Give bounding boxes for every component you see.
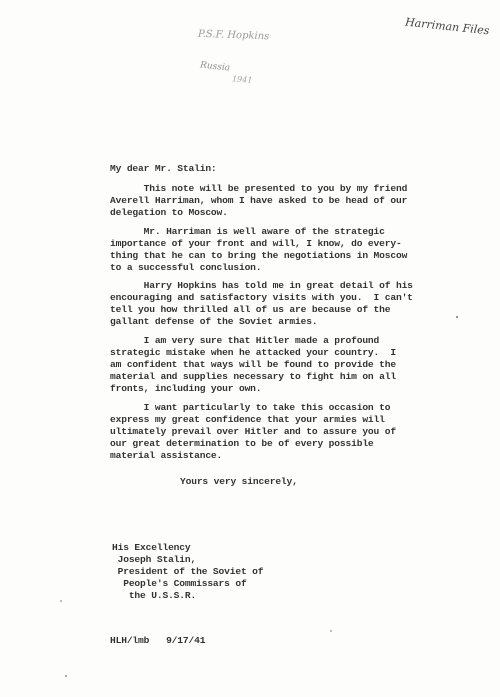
paragraph-3-line-4: gallant defense of the Soviet armies.: [110, 316, 318, 327]
salutation: My dear Mr. Stalin:: [110, 163, 217, 174]
file-stamp-line2: Russia: [199, 60, 231, 74]
paragraph-2-line-1: Mr. Harriman is well aware of the strategic: [110, 226, 385, 237]
scan-mark: [456, 316, 458, 318]
paragraph-2-line-2: importance of your front and will, I know, do every-: [110, 238, 402, 249]
scan-mark: [65, 675, 67, 677]
paragraph-4-line-1: I am very sure that Hitler made a profound: [110, 335, 380, 346]
paragraph-3-line-2: encouraging and satisfactory visits with you. I can't: [110, 292, 413, 303]
paragraph-5-line-3: ultimately prevail over Hitler and to assure you of: [110, 426, 396, 437]
paragraph-4-line-2: strategic mistake when he attacked your country. I: [110, 347, 396, 358]
paragraph-5-line-2: express my great confidence that your armies will: [110, 414, 385, 425]
addressee-line-2: Joseph Stalin,: [112, 554, 197, 565]
closing: Yours very sincerely,: [180, 476, 298, 487]
paragraph-3-line-1: Harry Hopkins has told me in great detail of his: [110, 280, 413, 291]
addressee-line-3: President of the Soviet of: [112, 566, 264, 577]
paragraph-4-line-4: material and supplies necessary to fight him on all: [110, 371, 396, 382]
paragraph-2-line-4: to a successful conclusion.: [110, 262, 262, 273]
paragraph-1-line-1: This note will be presented to you by my friend: [110, 183, 408, 194]
paragraph-2-line-3: thing that he can to bring the negotiations in Moscow: [110, 250, 408, 261]
addressee-line-1: His Excellency: [112, 542, 191, 553]
scan-mark: [330, 630, 332, 632]
paragraph-5-line-5: material assistance.: [110, 450, 223, 461]
paragraph-1-line-3: delegation to Moscow.: [110, 207, 228, 218]
file-stamp-line3: 1941: [231, 74, 253, 85]
paragraph-4-line-3: am confident that ways will be found to provide the: [110, 359, 396, 370]
scan-mark: [60, 600, 62, 602]
file-stamp-line1: P.S.F. Hopkins: [197, 28, 270, 43]
addressee-line-5: the U.S.S.R.: [112, 590, 197, 601]
reference-initials-date: HLH/lmb 9/17/41: [110, 635, 206, 646]
paragraph-3-line-3: tell you how thrilled all of us are because of the: [110, 304, 391, 315]
handwritten-file-note: Harriman Files: [404, 15, 491, 38]
paragraph-5-line-4: our great determination to be of every possible: [110, 438, 374, 449]
paragraph-5-line-1: I want particularly to take this occasion to: [110, 402, 391, 413]
paragraph-4-line-5: fronts, including your own.: [110, 383, 262, 394]
paragraph-1-line-2: Averell Harriman, whom I have asked to be head of our: [110, 195, 408, 206]
addressee-line-4: People's Commissars of: [112, 578, 247, 589]
